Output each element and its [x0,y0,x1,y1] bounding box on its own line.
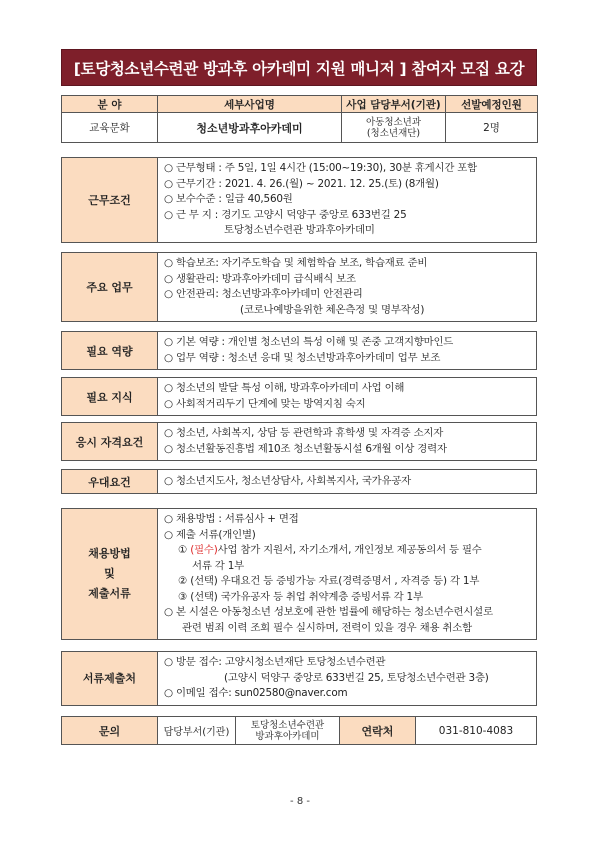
work-pay: ○ 보수수준 : 일급 40,560원 [164,193,293,205]
count-value: 2명 [446,113,538,143]
dept-line1: 아동청소년과 [365,116,422,128]
duty-safety: ○ 안전관리: 청소년방과후아카데미 안전관리 [164,288,363,300]
item1-text: 사업 참가 지원서, 자기소개서, 개인정보 제공동의서 등 필수 [217,544,482,556]
contact-dept-line2: 방과후아카데미 [255,730,320,742]
knowledge-line1: ○ 청소년의 발달 특성 이해, 방과후아카데미 사업 이해 [164,382,405,394]
hiring-item1-cont: 서류 각 1부 [192,559,244,572]
work-conditions-table [61,157,537,243]
hiring-item1 [164,543,530,559]
hiring-method: ○ 채용방법 : 서류심사 + 면접 [164,513,299,525]
knowledge-line2: ○ 사회적거리두기 단계에 맞는 방역지침 숙지 [164,397,366,410]
contact-phone-label: 연락처 [340,717,416,745]
work-location-cont: 토당청소년수련관 방과후아카데미 [224,224,375,236]
qualification-line2: ○ 청소년활동진흥법 제10조 청소년활동시설 6개월 이상 경력자 [164,442,447,455]
header-project: 세부사업명 [158,96,342,113]
hiring-label [62,509,158,640]
work-type: ○ 근무형태 : 주 5일, 1일 4시간 (15:00~19:30), 30분 휴게시간 포함 [164,162,477,174]
header-field: 분 야 [62,96,158,113]
contact-dept-label: 담당부서(기관) [158,717,236,745]
contact-label: 문의 [62,717,158,745]
hiring-notice: ○ 본 시설은 아동청소년 성보호에 관한 법률에 해당하는 청소년수련시설로 [164,606,493,618]
duty-life: ○ 생활관리: 방과후아카데미 급식배식 보조 [164,272,356,285]
duty-study: ○ 학습보조: 자기주도학습 및 체험학습 보조, 학습재료 준비 [164,257,428,269]
dept-line2: (청소년재단) [366,127,421,139]
summary-table [61,95,538,143]
item1-number: ① [178,544,188,556]
knowledge-label: 필요 지식 [62,378,158,416]
preference-table [61,469,537,494]
competency-table [61,331,537,370]
contact-dept-line1: 토당청소년수련관 [250,719,325,731]
submission-visit-addr: (고양시 덕양구 중앙로 633번길 25, 토당청소년수련관 3층) [224,671,489,684]
contact-dept-value [236,717,340,745]
dept-value [342,113,446,143]
work-conditions-label: 근무조건 [62,158,158,243]
main-duties-label: 주요 업무 [62,253,158,322]
main-duties-table [61,252,537,322]
hiring-table [61,508,537,640]
hiring-label-line2: 및 [104,567,115,580]
contact-table [61,716,537,745]
competency-basic: ○ 기본 역량 : 개인별 청소년의 특성 이해 및 존중 고객지향마인드 [164,336,454,348]
contact-phone-value: 031-810-4083 [416,717,537,745]
submission-table [61,651,537,706]
submission-email: ○ 이메일 접수: sun02580@naver.com [164,687,348,699]
qualification-line1: ○ 청소년, 사회복지, 상담 등 관련학과 휴학생 및 자격증 소지자 [164,427,444,439]
hiring-item3: ③ (선택) 국가유공자 등 취업 취약계층 증빙서류 각 1부 [178,590,423,603]
hiring-docs: ○ 제출 서류(개인별) [164,528,256,541]
hiring-item2: ② (선택) 우대요건 등 증빙가능 자료(경력증명서 , 자격증 등) 각 1부 [178,575,480,587]
duty-safety-cont: (코로나예방을위한 체온측정 및 명부작성) [240,303,425,316]
competency-work: ○ 업무 역량 : 청소년 응대 및 청소년방과후아카데미 업무 보조 [164,351,441,364]
hiring-label-line3: 제출서류 [88,587,131,600]
knowledge-table [61,377,537,416]
project-value: 청소년방과후아카데미 [158,113,342,143]
page-number: - 8 - [290,796,310,807]
submission-label: 서류제출처 [62,652,158,706]
submission-visit: ○ 방문 접수: 고양시청소년재단 토당청소년수련관 [164,656,386,668]
header-count: 선발예정인원 [446,96,538,113]
page-title: [토당청소년수련관 방과후 아카데미 지원 매니저 ] 참여자 모집 요강 [61,49,537,86]
qualification-label: 응시 자격요건 [62,423,158,461]
hiring-notice-cont: 관련 범죄 이력 조회 필수 실시하며, 전력이 있을 경우 채용 취소함 [182,621,472,634]
header-dept: 사업 담당부서(기관) [342,96,446,113]
work-location: ○ 근 무 지 : 경기도 고양시 덕양구 중앙로 633번길 25 [164,208,407,221]
preference-line1: ○ 청소년지도사, 청소년상담사, 사회복지사, 국가유공자 [164,474,412,487]
field-value: 교육문화 [62,113,158,143]
preference-label: 우대요건 [62,470,158,494]
competency-label: 필요 역량 [62,332,158,370]
work-period: ○ 근무기간 : 2021. 4. 26.(월) ~ 2021. 12. 25.(토) (8개월) [164,177,439,190]
item1-required: (필수) [190,544,218,556]
qualification-table [61,422,537,461]
hiring-label-line1: 채용방법 [88,547,131,560]
